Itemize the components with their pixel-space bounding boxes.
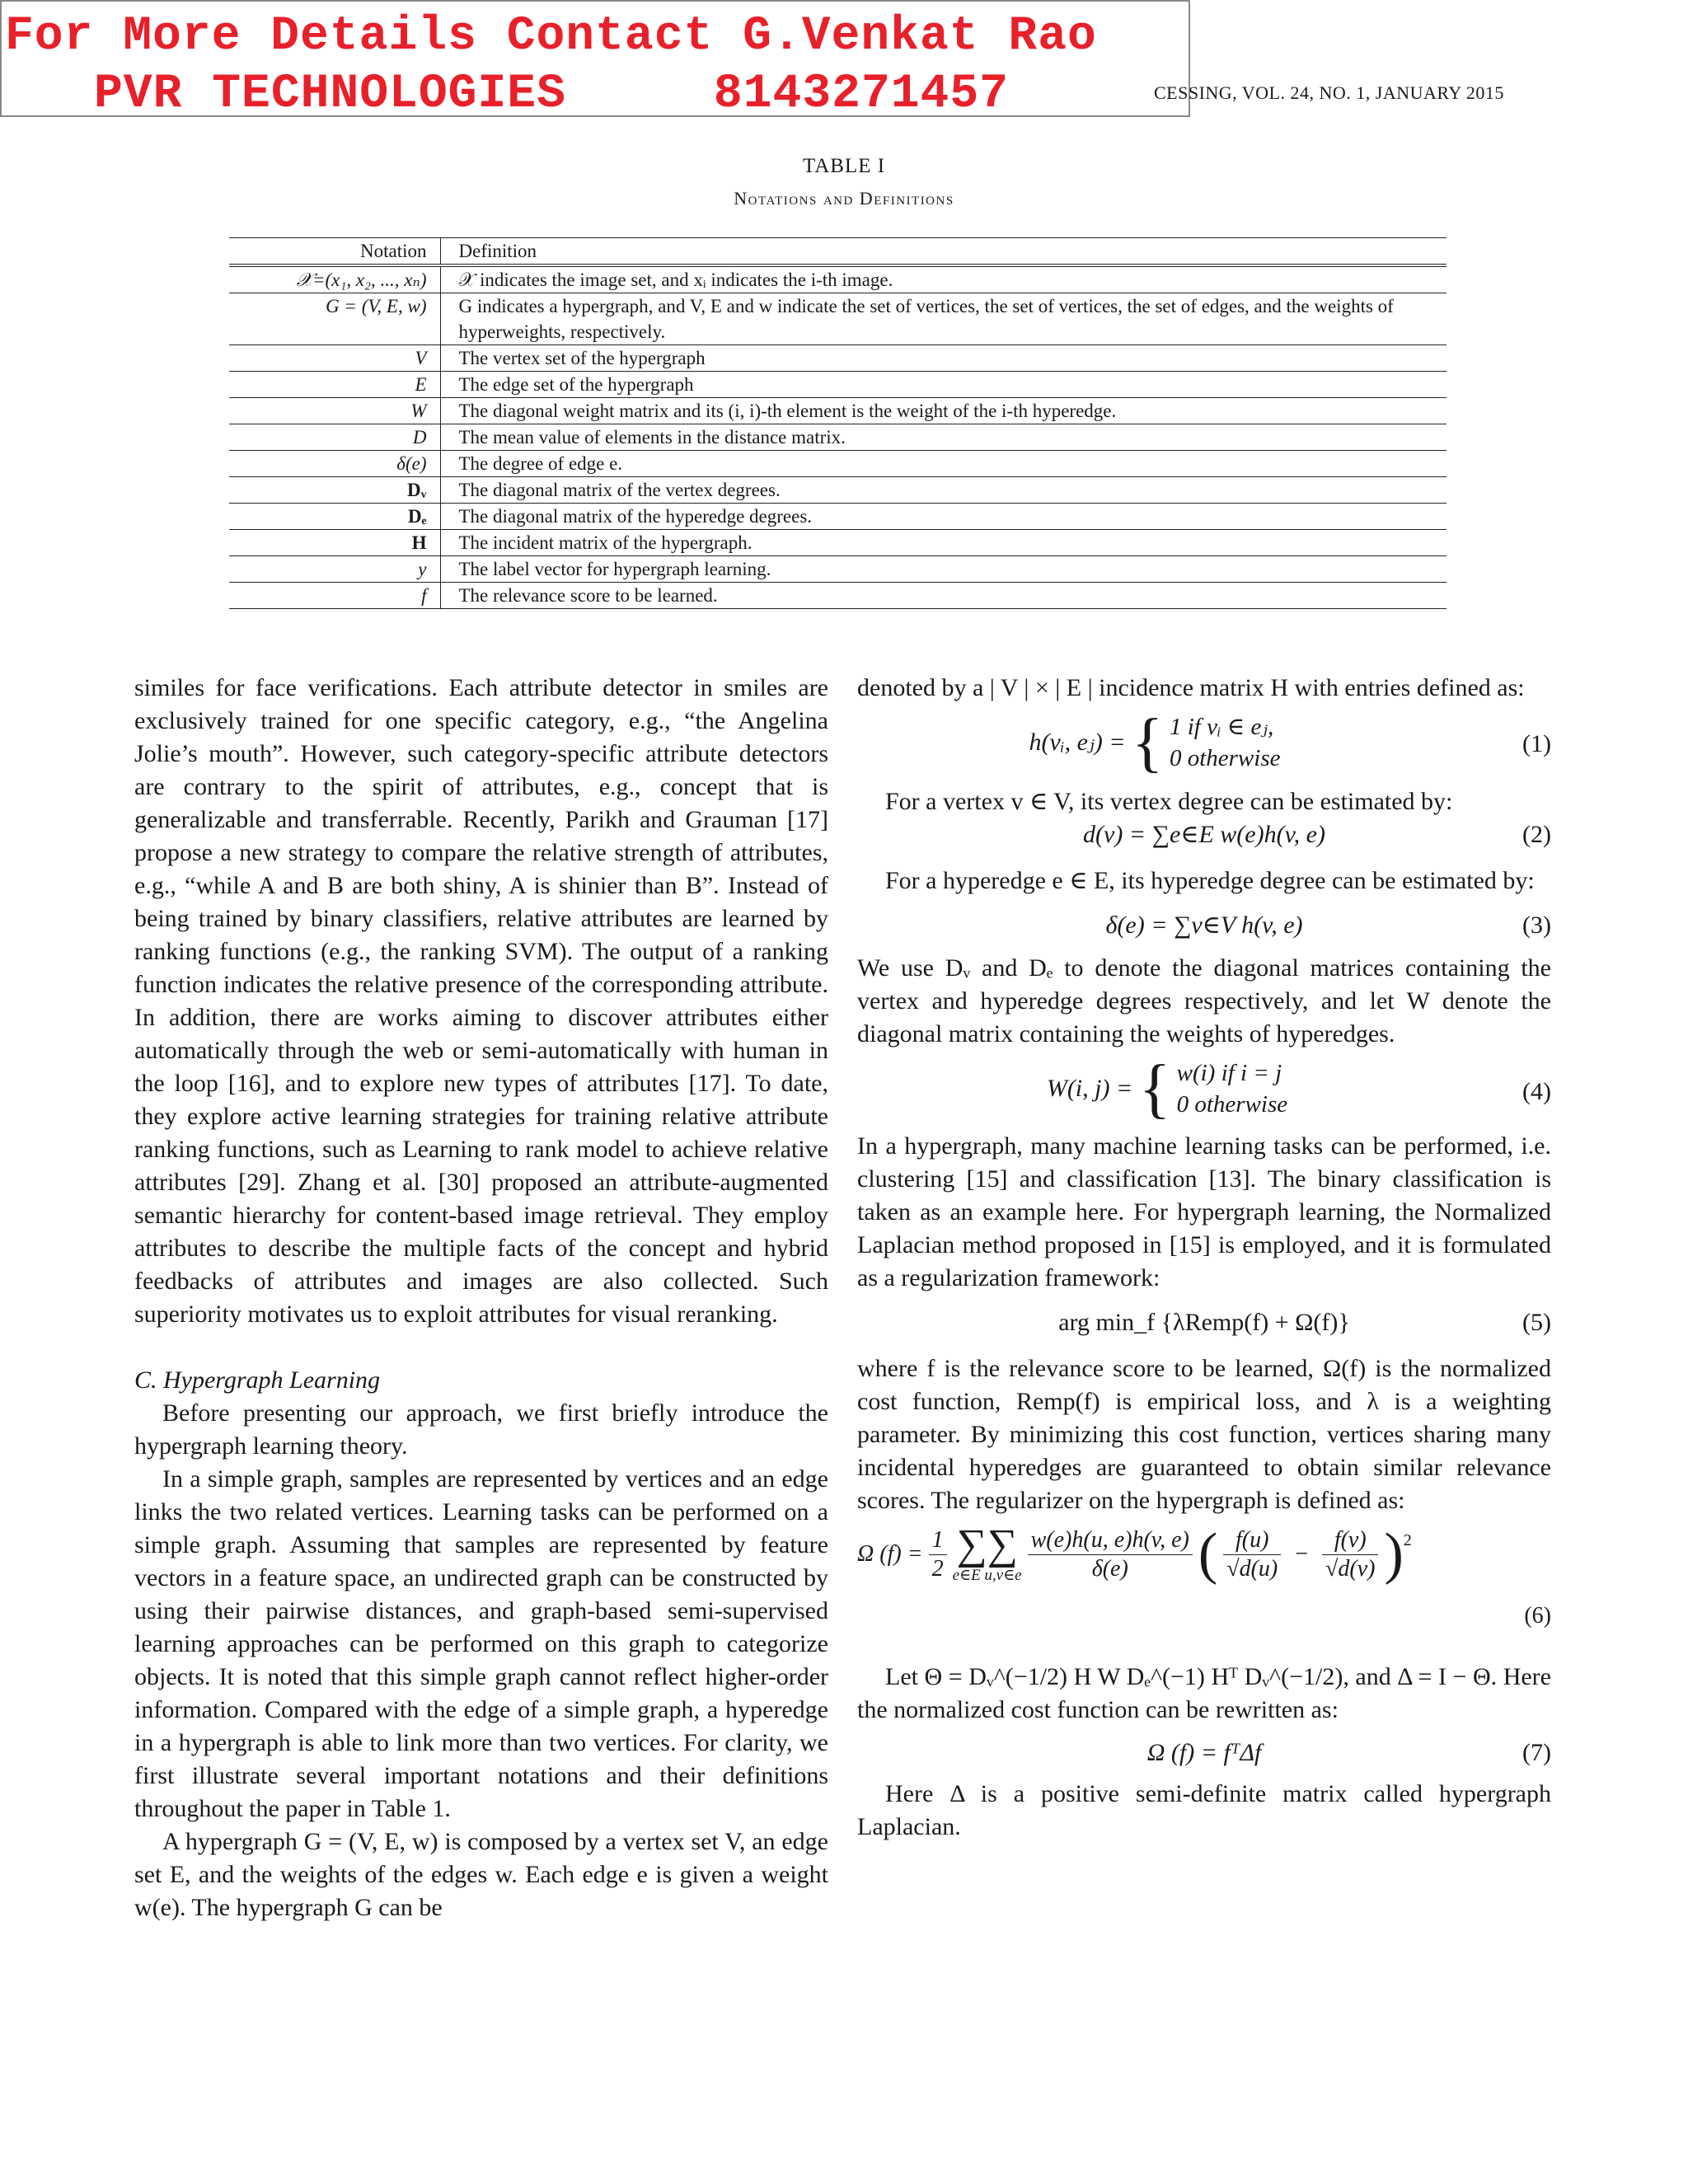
paragraph: We use Dᵥ and Dₑ to denote the diagonal matrices containing the vertex and hyperedge degrees respectively, and let W denote the diagonal matrix containing the weights of hyperedges. bbox=[857, 954, 1551, 1047]
table-row bbox=[229, 424, 1447, 451]
equation-number: (4) bbox=[1522, 1078, 1551, 1105]
row-definition: The diagonal matrix of the hyperedge degrees. bbox=[440, 504, 1447, 530]
row-definition: The mean value of elements in the distance matrix. bbox=[440, 424, 1447, 451]
equation-6 bbox=[857, 1521, 1551, 1629]
equation-1 bbox=[857, 706, 1551, 780]
section-heading: C. Hypergraph Learning bbox=[134, 1366, 381, 1394]
paragraph: Let Θ = Dᵥ^(−1/2) H W Dₑ^(−1) Hᵀ Dᵥ^(−1/2), and Δ = I − Θ. Here the normalized cost function can be rewritten as: bbox=[857, 1663, 1551, 1723]
eq1-case-2: 0 otherwise bbox=[1169, 745, 1281, 771]
row-definition: The diagonal weight matrix and its (i, i)-th element is the weight of the i-th hyperedge. bbox=[440, 398, 1447, 424]
eq6-term1-num: f(u) bbox=[1223, 1526, 1281, 1555]
table-row bbox=[229, 583, 1447, 609]
paragraph: similes for face verifications. Each attribute detector in smiles are exclusively trained for one specific category, e.g., “the Angelina Jolie’s mouth”. However, such category-specific attribute detectors are contrary to the spirit of attributes, e.g., concept that is generalizable and transferrable. Recently, Parikh and Grauman [17] propose a new strategy to compare the relative strength of attributes, e.g., “while A and B are both shiny, A is shinier than B”. Instead of being trained by binary classifiers, relative attributes are learned by ranking functions (e.g., the ranking SVM). The output of a ranking function indicates the relative presence of the corresponding attribute. In addition, there are works aiming to discover attributes either automatically through the web or semi-automatically with human in the loop [16], and to explore new types of attributes [17]. To date, they explore active learning strategies for training relative attribute ranking functions, such as Learning to rank model to achieve relative attributes [29]. Zhang et al. [30] proposed an attribute-augmented semantic hierarchy for content-based image retrieval. They employ attributes to describe the multiple facts of the concept and hybrid feedbacks of attributes and images are also collected. Such superiority motivates us to exploit attributes for visual reranking. bbox=[134, 674, 828, 1328]
table-row bbox=[229, 345, 1447, 372]
row-definition: The relevance score to be learned. bbox=[440, 583, 1447, 609]
eq6-term2-num: f(v) bbox=[1322, 1526, 1378, 1555]
eq2-body: d(v) = ∑e∈E w(e)h(v, e) bbox=[1083, 821, 1325, 848]
eq6-term1-den: √d(u) bbox=[1226, 1555, 1278, 1582]
row-definition: The diagonal matrix of the vertex degrees. bbox=[440, 477, 1447, 504]
equation-number: (1) bbox=[1522, 730, 1551, 757]
minus-sign: − bbox=[1295, 1541, 1309, 1567]
row-definition: 𝒳 indicates the image set, and xᵢ indicates the i-th image. bbox=[440, 265, 1447, 293]
row-definition: G indicates a hypergraph, and V, E and w indicate the set of vertices, the set of vertices, the set of edges, and the weights of hyperweights, respectively. bbox=[440, 293, 1447, 345]
eq6-half-den: 2 bbox=[931, 1555, 944, 1582]
eq6-term-1 bbox=[1223, 1526, 1281, 1583]
eq7-body: Ω (f) = fᵀΔf bbox=[1146, 1739, 1262, 1766]
eq6-frac-num: w(e)h(u, e)h(v, e) bbox=[1028, 1526, 1193, 1555]
table-title: Notations and Definitions bbox=[734, 188, 954, 209]
equation-number: (6) bbox=[1524, 1603, 1551, 1629]
paragraph: For a hyperedge e ∈ E, its hyperedge degree can be estimated by: bbox=[885, 867, 1535, 894]
row-notation: V bbox=[229, 345, 440, 372]
right-column bbox=[857, 672, 1551, 1844]
table-row bbox=[229, 451, 1447, 477]
eq6-weight-frac bbox=[1028, 1526, 1193, 1583]
running-header: CESSING, VOL. 24, NO. 1, JANUARY 2015 bbox=[1154, 82, 1504, 103]
banner-line-2: PVR TECHNOLOGIES 8143271457 bbox=[94, 68, 1009, 121]
eq6-term2-den: √d(v) bbox=[1325, 1555, 1376, 1582]
table-header-row bbox=[229, 238, 1447, 266]
table-row bbox=[229, 530, 1447, 556]
eq1-cases bbox=[1170, 711, 1281, 774]
table-row bbox=[229, 504, 1447, 530]
table-row bbox=[229, 398, 1447, 424]
row-notation: 𝒳=(x₁, x₂, ..., xₙ) bbox=[229, 265, 440, 293]
table-row bbox=[229, 556, 1447, 583]
left-column bbox=[134, 672, 828, 1924]
row-notation: G = (V, E, w) bbox=[229, 293, 440, 345]
eq6-half-num: 1 bbox=[929, 1526, 947, 1555]
equation-5 bbox=[857, 1295, 1551, 1352]
eq1-case-1: 1 if vᵢ ∈ eⱼ, bbox=[1169, 714, 1274, 740]
eq1-lhs: h(vᵢ, eⱼ) = bbox=[1029, 729, 1126, 756]
paragraph: Before presenting our approach, we first briefly introduce the hypergraph learning theory. bbox=[134, 1399, 828, 1460]
row-definition: The incident matrix of the hypergraph. bbox=[440, 530, 1447, 556]
eq6-term-2 bbox=[1322, 1526, 1378, 1583]
row-definition: The label vector for hypergraph learning. bbox=[440, 556, 1447, 583]
eq3-body: δ(e) = ∑v∈V h(v, e) bbox=[1105, 912, 1303, 939]
eq5-body: arg min_f {λRemp(f) + Ω(f)} bbox=[1058, 1309, 1350, 1336]
eq6-power: 2 bbox=[1403, 1531, 1412, 1549]
table-row bbox=[229, 265, 1447, 293]
row-definition: The edge set of the hypergraph bbox=[440, 372, 1447, 398]
row-definition: The vertex set of the hypergraph bbox=[440, 345, 1447, 372]
paragraph: Here Δ is a positive semi-definite matrix called hypergraph Laplacian. bbox=[857, 1780, 1551, 1840]
row-notation: Dₑ bbox=[229, 504, 440, 530]
brace: { bbox=[1132, 706, 1164, 779]
equation-number: (7) bbox=[1522, 1739, 1551, 1766]
equation-7 bbox=[857, 1727, 1551, 1778]
row-notation: Dᵥ bbox=[229, 477, 440, 504]
equation-2 bbox=[857, 818, 1551, 860]
paragraph: denoted by a | V | × | E | incidence matrix H with entries defined as: bbox=[857, 674, 1525, 701]
equation-number: (3) bbox=[1522, 912, 1551, 939]
eq6-sum-sub: e∈E u,v∈e bbox=[952, 1567, 1022, 1584]
notations-table bbox=[229, 237, 1447, 609]
table-row bbox=[229, 372, 1447, 398]
equation-4 bbox=[857, 1052, 1551, 1130]
eq6-sum-symbols: ∑∑ bbox=[956, 1521, 1018, 1568]
eq6-lhs: Ω (f) = bbox=[857, 1541, 923, 1567]
eq6-half bbox=[929, 1526, 947, 1583]
row-notation: δ(e) bbox=[229, 451, 440, 477]
paragraph: In a hypergraph, many machine learning tasks can be performed, i.e. clustering [15] and classification [13]. The binary classification is taken as an example here. For hypergraph learning, the Normalized Laplacian method proposed in [15] is employed, and it is formulated as a regularization framework: bbox=[857, 1132, 1551, 1291]
table-row bbox=[229, 293, 1447, 345]
eq6-sums bbox=[952, 1521, 1022, 1585]
header-definition: Definition bbox=[440, 238, 1447, 266]
row-notation: H bbox=[229, 530, 440, 556]
banner-line-1: For More Details Contact G.Venkat Rao bbox=[5, 10, 1097, 63]
paragraph: where f is the relevance score to be learned, Ω(f) is the normalized cost function, Remp(f) is empirical loss, and λ is a weighting parameter. By minimizing this cost function, vertices sharing many incidental hyperedges are guaranteed to obtain similar relevance scores. The regularizer on the hypergraph is defined as: bbox=[857, 1355, 1551, 1514]
row-definition: The degree of edge e. bbox=[440, 451, 1447, 477]
eq4-lhs: W(i, j) = bbox=[1046, 1075, 1133, 1102]
paragraph: In a simple graph, samples are represented by vertices and an edge links the two related vertices. Learning tasks can be performed on a simple graph. Assuming that samples are represented by feature vectors in a feature space, an undirected graph can be constructed by using their pairwise distances, and graph-based semi-supervised learning approaches can be performed on this graph to categorize objects. It is noted that this simple graph cannot reflect higher-order information. Compared with the edge of a simple graph, a hyperedge in a hypergraph is able to link more than two vertices. For clarity, we first illustrate several important notations and their definitions throughout the paper in Table 1. bbox=[134, 1465, 828, 1822]
brace: { bbox=[1138, 1052, 1171, 1125]
left-paren: ( bbox=[1198, 1522, 1218, 1586]
row-notation: W bbox=[229, 398, 440, 424]
eq4-case-1: w(i) if i = j bbox=[1176, 1060, 1282, 1086]
table-row bbox=[229, 477, 1447, 504]
equation-number: (2) bbox=[1522, 821, 1551, 848]
header-notation: Notation bbox=[229, 238, 440, 266]
paragraph: For a vertex v ∈ V, its vertex degree can be estimated by: bbox=[885, 788, 1453, 815]
contact-banner bbox=[0, 0, 1190, 121]
eq4-case-2: 0 otherwise bbox=[1176, 1091, 1288, 1118]
paragraph: A hypergraph G = (V, E, w) is composed by a vertex set V, an edge set E, and the weights of the edges w. Each edge e is given a weight w(e). The hypergraph G can be bbox=[134, 1828, 828, 1921]
table-caption: TABLE I bbox=[802, 155, 886, 177]
equation-3 bbox=[857, 898, 1551, 952]
row-notation: y bbox=[229, 556, 440, 583]
row-notation: D bbox=[229, 424, 440, 451]
row-notation: E bbox=[229, 372, 440, 398]
row-notation: f bbox=[229, 583, 440, 609]
right-paren: ) bbox=[1384, 1522, 1404, 1586]
eq4-cases bbox=[1177, 1057, 1288, 1120]
equation-number: (5) bbox=[1522, 1309, 1551, 1336]
eq6-frac-den: δ(e) bbox=[1091, 1555, 1128, 1582]
